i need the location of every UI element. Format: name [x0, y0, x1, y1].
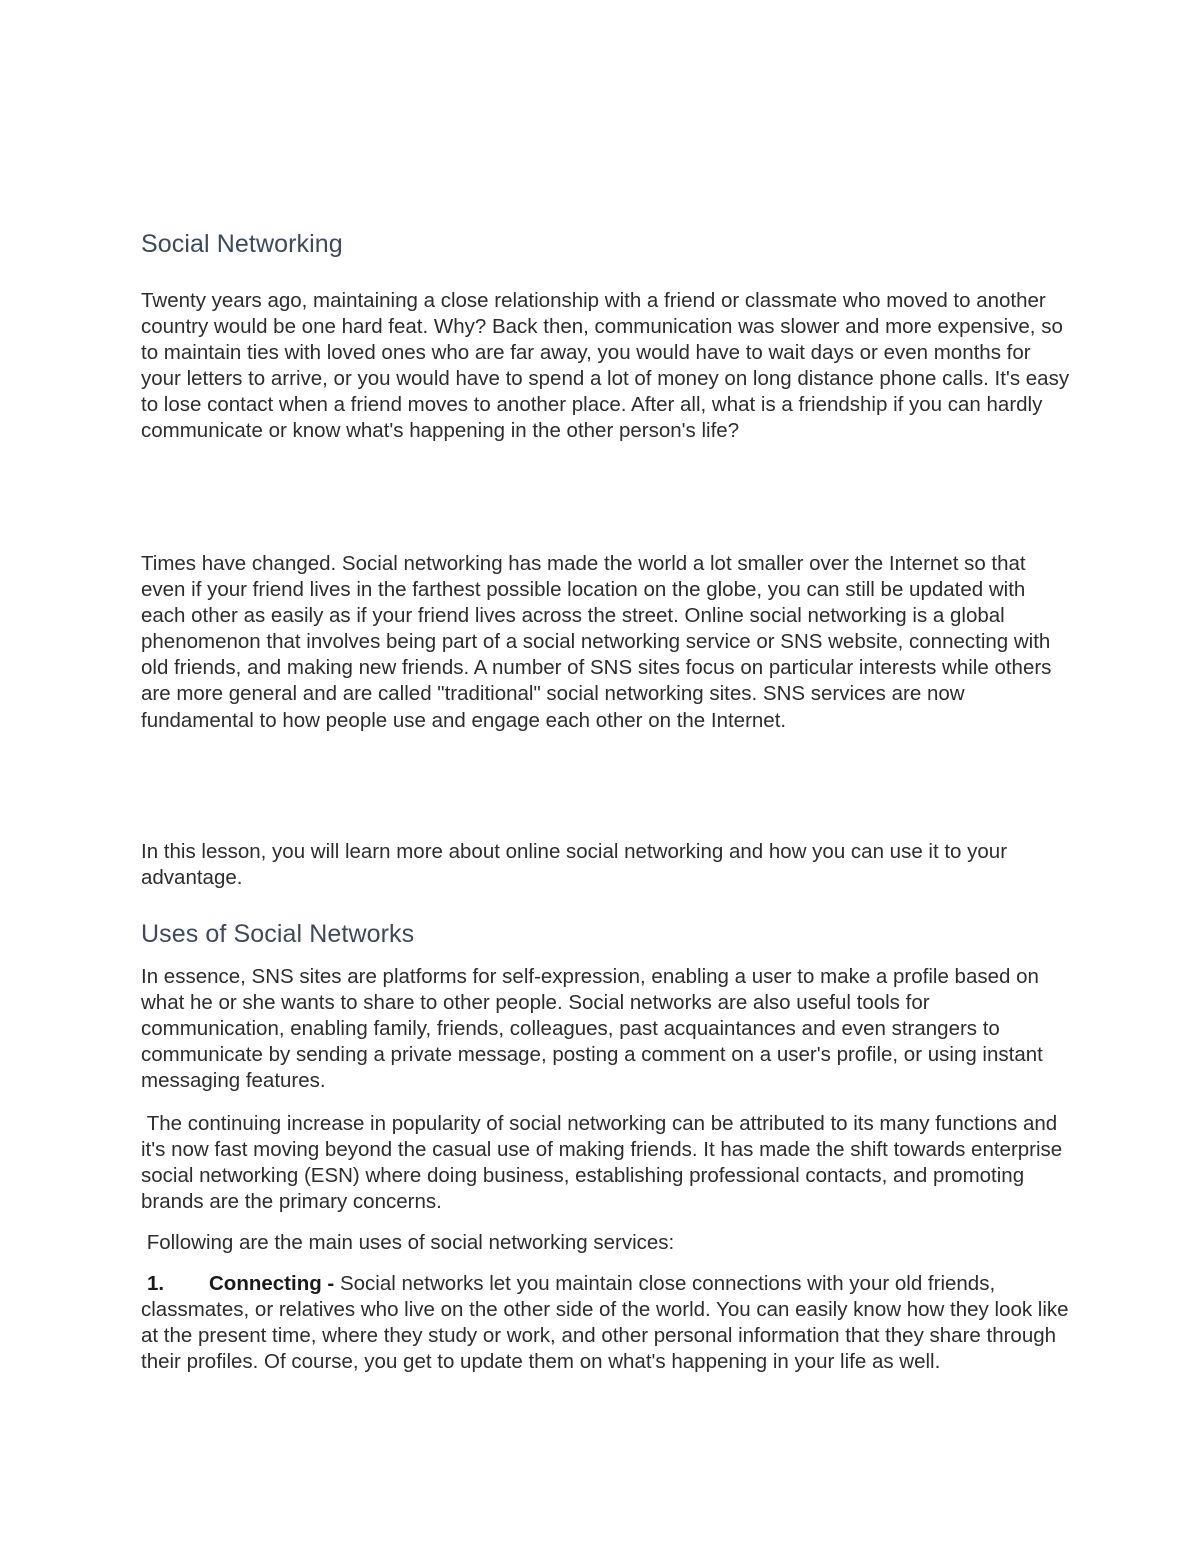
- list-item-term: Connecting -: [209, 1272, 335, 1295]
- section-heading: Uses of Social Networks: [141, 920, 415, 948]
- section-paragraph: Following are the main uses of social networking services:: [141, 1231, 675, 1254]
- section-paragraph: The continuing increase in popularity of social networking can be attributed to its many functions and it's now fast moving beyond the casual use of making friends. It has made the shift towards enterprise social networking (ESN) where doing business, establishing professional contacts, and promoting brands are the primary concerns.: [141, 1112, 1068, 1214]
- section-paragraph: In essence, SNS sites are platforms for self-expression, enabling a user to make a profile based on what he or she wants to share to other people. Social networks are also useful tools for communication, enabling family, friends, colleagues, past acquaintances and even strangers to communicate by sending a private message, posting a comment on a user's profile, or using instant messaging features.: [141, 965, 1049, 1093]
- intro-paragraph: Times have changed. Social networking has made the world a lot smaller over the Internet so that even if your friend lives in the farthest possible location on the globe, you can still be updated with each other as easily as if your friend lives across the street. Online social networking is a global phenomenon that involves being part of a social networking service or SNS website, connecting with old friends, and making new friends. A number of SNS sites focus on particular interests while others are more general and are called "traditional" social networking sites. SNS services are now fundamental to how people use and engage each other on the Internet.: [141, 552, 1052, 732]
- list-item-text: Social networks let you maintain close connections with your old friends, classmates, or relatives who live on the other side of the world. You can easily know how they look like at the present time, where they study or work, and other personal information that they share through their profiles. Of course, you get to update them on what's happening in your life as well.: [141, 1272, 1075, 1374]
- page-title: Social Networking: [141, 230, 343, 258]
- list-item: [141, 1271, 1075, 1375]
- intro-paragraph: Twenty years ago, maintaining a close relationship with a friend or classmate who moved to another country would be one hard feat. Why? Back then, communication was slower and more expensive, so to maintain ties with loved ones who are far away, you would have to wait days or even months for your letters to arrive, or you would have to spend a lot of money on long distance phone calls. It's easy to lose contact when a friend moves to another place. After all, what is a friendship if you can hardly communicate or know what's happening in the other person's life?: [141, 289, 1070, 443]
- intro-paragraph: In this lesson, you will learn more about online social networking and how you can use it to your advantage.: [141, 840, 1008, 890]
- list-item-number: 1.: [147, 1272, 165, 1295]
